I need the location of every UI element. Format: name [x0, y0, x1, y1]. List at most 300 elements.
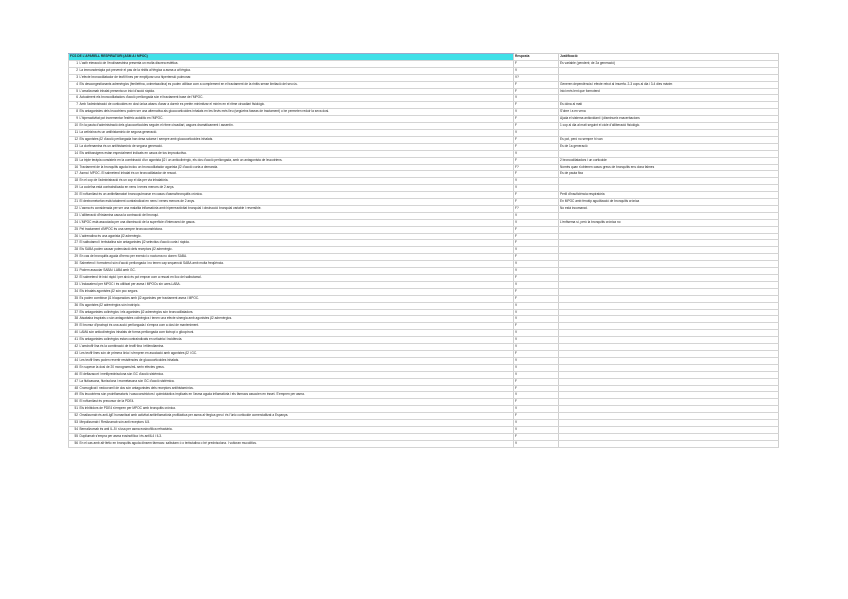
question-cell — [69, 116, 514, 123]
question-text: La clorfenamina és un antihistamínic de segona generació. — [79, 143, 163, 148]
question-cell — [69, 330, 514, 337]
question-text: Atsababa inspirats o són antagonistes colinèrgics i tenen una efecte sinergia amb agonistes β2 adrenèrgics. — [79, 316, 233, 321]
question-cell — [69, 413, 514, 420]
question-cell — [69, 185, 514, 192]
table-row — [69, 316, 779, 323]
header-row — [69, 54, 779, 61]
question-number: 14 — [74, 150, 78, 155]
question-text: Els inhalats agonistes β2 són poc segurs. — [79, 288, 139, 293]
question-cell — [69, 109, 514, 116]
table-row — [69, 67, 779, 74]
question-number: 51 — [74, 406, 78, 411]
question-number: 28 — [74, 247, 78, 252]
table-row — [69, 143, 779, 150]
table-row — [69, 295, 779, 302]
question-cell — [69, 247, 514, 254]
question-number: 18 — [74, 178, 78, 183]
table-row — [69, 88, 779, 95]
justification-cell — [559, 350, 779, 357]
table-row — [69, 268, 779, 275]
table-row — [69, 60, 779, 67]
answer-cell: F — [514, 116, 559, 123]
question-cell — [69, 143, 514, 150]
question-number: 46 — [74, 371, 78, 376]
justification-cell: És variable (pendent; de 2a generació) — [559, 60, 779, 67]
question-text: Benralizumab és anti IL-5 i s'usa per asma eosinofílica refractària. — [79, 426, 173, 431]
table-row — [69, 185, 779, 192]
justification-cell: Ajuda el sistema antioxidant i (disminueix exacerbacions — [559, 116, 779, 123]
question-cell — [69, 171, 514, 178]
table-row — [69, 123, 779, 130]
answer-cell: F — [514, 254, 559, 261]
table-row — [69, 95, 779, 102]
answer-cell: F — [514, 81, 559, 88]
question-number: 44 — [74, 357, 78, 362]
question-number: 20 — [74, 192, 78, 197]
question-cell — [69, 164, 514, 171]
answer-cell: F — [514, 233, 559, 240]
answer-cell: F — [514, 399, 559, 406]
table-row — [69, 413, 779, 420]
justification-cell: En MPOC amb fenotip agudització de bronquitis crònica — [559, 199, 779, 206]
question-cell — [69, 337, 514, 344]
question-number: 42 — [74, 344, 78, 349]
justification-cell: Es de 1a generació — [559, 143, 779, 150]
table-row — [69, 440, 779, 447]
table-row — [69, 254, 779, 261]
table-row — [69, 281, 779, 288]
question-number: 36 — [74, 302, 78, 307]
question-cell — [69, 344, 514, 351]
answer-cell: V — [514, 302, 559, 309]
question-number: 15 — [74, 157, 78, 162]
answer-cell: V — [514, 426, 559, 433]
answer-cell: F — [514, 136, 559, 143]
table-row — [69, 178, 779, 185]
table-row — [69, 385, 779, 392]
question-number: 47 — [74, 378, 78, 383]
question-cell — [69, 67, 514, 74]
table-row — [69, 240, 779, 247]
answer-cell: V — [514, 281, 559, 288]
answer-cell: F — [514, 275, 559, 282]
justification-cell — [559, 330, 779, 337]
question-text: Els SABA poden causar potenciació dels receptors β2 adrenèrgic. — [79, 247, 173, 252]
question-cell — [69, 157, 514, 164]
question-number: 30 — [74, 261, 78, 266]
question-number: 7 — [76, 102, 78, 107]
question-text: Amb l'administració de corticoides en dosi única abans d'anar a dormir es pretén minimitzar el mínim en el ritme circadiari fisiològic. — [79, 102, 265, 107]
table-row — [69, 337, 779, 344]
justification-cell — [559, 316, 779, 323]
question-cell — [69, 378, 514, 385]
justification-cell — [559, 399, 779, 406]
question-cell — [69, 281, 514, 288]
answer-cell: F — [514, 171, 559, 178]
question-text: Cromoglicat i nedocromil de dos són antagonistes dels receptors antihistamínics. — [79, 385, 194, 390]
question-cell — [69, 392, 514, 399]
question-cell — [69, 357, 514, 364]
justification-cell — [559, 323, 779, 330]
justification-cell — [559, 420, 779, 427]
question-cell — [69, 199, 514, 206]
question-text: Els antitussígens estan especialment indicats en casos de tos improductiva. — [79, 150, 187, 155]
table-row — [69, 378, 779, 385]
question-number: 50 — [74, 399, 78, 404]
question-text: Es poden combinar β1 bloqueadors amb β2 agonistes per tractament asma i MPOC. — [79, 295, 200, 300]
question-text: En superar la dosi de 20 mcrograms/mL serin efectes greus. — [79, 364, 165, 369]
question-cell — [69, 316, 514, 323]
table-row — [69, 226, 779, 233]
justification-cell — [559, 288, 779, 295]
answer-cell: F — [514, 123, 559, 130]
answer-cell: V — [514, 109, 559, 116]
question-number: 33 — [74, 281, 78, 286]
question-cell — [69, 95, 514, 102]
table-row — [69, 309, 779, 316]
question-text: L'adrenalina és una agonista β2 adrenèrgic. — [79, 233, 142, 238]
question-text: En cas de bronquitis aguda d'hemo per exercici o nocturna no donen SABA. — [79, 254, 187, 259]
question-cell — [69, 364, 514, 371]
justification-cell — [559, 302, 779, 309]
justification-cell: Inici més lent que formoterol — [559, 88, 779, 95]
table-row — [69, 247, 779, 254]
question-number: 37 — [74, 309, 78, 314]
question-number: 10 — [74, 123, 78, 128]
answer-cell: F — [514, 192, 559, 199]
question-number: 24 — [74, 219, 78, 224]
answer-cell: F — [514, 295, 559, 302]
answer-cell: V — [514, 268, 559, 275]
table-row — [69, 116, 779, 123]
justification-cell — [559, 275, 779, 282]
justification-cell — [559, 385, 779, 392]
answer-cell: V — [514, 316, 559, 323]
table-row — [69, 219, 779, 226]
answer-cell: F — [514, 157, 559, 164]
justification-cell — [559, 95, 779, 102]
justification-cell — [559, 268, 779, 275]
question-text: La immunoteràpia pot prevenir el pas de la rinitis al·lèrgica a asma a al·lèrgica. — [79, 67, 191, 72]
answer-cell: V — [514, 392, 559, 399]
answer-cell: F — [514, 385, 559, 392]
table-row — [69, 350, 779, 357]
justification-cell — [559, 178, 779, 185]
justification-cell — [559, 74, 779, 81]
question-cell — [69, 150, 514, 157]
question-text: LAMA són anticolinèrgics inhalats de forma perllongada com tiotropi o glicopironi. — [79, 330, 195, 335]
question-cell — [69, 102, 514, 109]
question-cell — [69, 426, 514, 433]
answer-cell: V — [514, 185, 559, 192]
answer-cell: F — [514, 350, 559, 357]
table-row — [69, 233, 779, 240]
question-text: El salmeterol té inici ràpid i per això és pot emprar com a rescat en lloc del salbutamol. — [79, 275, 202, 279]
justification-cell — [559, 413, 779, 420]
answer-cell: F — [514, 226, 559, 233]
question-text: Els descongestionants adrenèrgics (fenilefrina, oximetazolina) es poden utilitzar com a complement en el tractament de la rinitis sense limitació del seu ús. — [79, 81, 298, 86]
question-cell — [69, 371, 514, 378]
question-cell — [69, 129, 514, 136]
question-number: 11 — [74, 129, 78, 134]
question-cell — [69, 268, 514, 275]
question-cell — [69, 309, 514, 316]
answer-cell: V — [514, 95, 559, 102]
question-cell — [69, 302, 514, 309]
question-number: 49 — [74, 392, 78, 397]
question-cell — [69, 60, 514, 67]
answer-cell: F — [514, 102, 559, 109]
question-text: La triple teràpia consisteix en la combinació d'un agonista β2 i un anticolinèrgic, els dos d'acció perllongada, amb un antagonista de leucotriens. — [79, 157, 283, 162]
justification-cell — [559, 185, 779, 192]
question-text: La codeïna està contraindicada en nens i nenes menors de 2 anys. — [79, 185, 175, 190]
question-number: 34 — [74, 288, 78, 293]
question-cell — [69, 192, 514, 199]
justification-cell: No està incomanat. — [559, 205, 779, 212]
table-row — [69, 288, 779, 295]
justification-cell: 1 cop al dia al matí seguint el cicle d'alliberació fisiològic. — [559, 123, 779, 130]
justification-cell: Generen dependència i efecte rebot al imuerfa. 2-3 cops al dia i 3-4 dies màxim — [559, 81, 779, 88]
question-number: 22 — [74, 205, 78, 210]
question-text: Els antagonistes colinèrgics i els agonistes β2 adrenèrgics són broncodilatadors. — [79, 309, 194, 314]
justification-cell — [559, 392, 779, 399]
answer-cell: F — [514, 378, 559, 385]
answer-cell: V — [514, 406, 559, 413]
answer-cell: V — [514, 330, 559, 337]
question-text: Els leucotriens són proinflamatoris i vasoconstrictors i quimiotàctics implicats en l'asma aguda inflamatòria i els fàrmacs associen en ésset. S'empren per asma. — [79, 392, 305, 397]
justification-cell: Es de pauta fixa — [559, 171, 779, 178]
answer-cell: V — [514, 420, 559, 427]
question-text: En la pauta d'administració dels glucocorticoides seguim el ritme circadiari, asgues dramàticament i assentín. — [79, 123, 234, 128]
answer-cell: V — [514, 261, 559, 268]
justification-cell: Només quan s'obtenen casos greus de bronquitis ens dona falmes — [559, 164, 779, 171]
justification-cell — [559, 129, 779, 136]
question-text: La cetirizina és un antihistamínic de segona generació. — [79, 129, 158, 134]
question-text: L'asth eteracció de l'exolinaestrina presenta un molta discrea estètica. — [79, 60, 179, 65]
question-cell — [69, 233, 514, 240]
question-cell — [69, 81, 514, 88]
question-cell — [69, 212, 514, 219]
justification-cell — [559, 281, 779, 288]
answer-cell: F — [514, 413, 559, 420]
table-row — [69, 275, 779, 282]
table-row — [69, 192, 779, 199]
justification-cell: 2 broncodilatadors i un corticoide — [559, 157, 779, 164]
question-text: L'indacaterol per MPOC i és utilitzat per asma i MPOCs sin uzes-LABA. — [79, 281, 181, 286]
question-text: Les teofil·lines poden revertir resistències de glucocorticoides inhalats. — [79, 357, 180, 362]
justification-cell — [559, 371, 779, 378]
question-cell — [69, 433, 514, 440]
justification-cell — [559, 247, 779, 254]
question-text: Podem associar SABA i LABA amb GC. — [79, 268, 136, 273]
answer-cell: V — [514, 219, 559, 226]
justification-cell — [559, 433, 779, 440]
justification-cell — [559, 344, 779, 351]
question-text: El dextrometorfan està totalment contraindicat en nens i nenes menors de 2 anys. — [79, 199, 196, 204]
justification-cell: L'enfisema sí, però la bronquitis crònica no — [559, 219, 779, 226]
question-text: Dupilumab s'empra per asma eosinofílica i és antiIL4 i IL3. — [79, 433, 162, 438]
question-number: 3 — [76, 74, 78, 79]
table-row — [69, 157, 779, 164]
justification-cell — [559, 440, 779, 447]
question-number: 32 — [74, 275, 78, 279]
justification-cell — [559, 364, 779, 371]
question-number: 54 — [74, 426, 78, 431]
question-number: 56 — [74, 440, 78, 445]
question-number: 1 — [76, 60, 78, 65]
question-text: L'hiperactivitat pot incrementar l'esfèric autolític en l'MPOC. — [79, 116, 164, 121]
answer-cell: F — [514, 240, 559, 247]
table-row — [69, 205, 779, 212]
question-number: 48 — [74, 385, 78, 390]
justification-cell: Perill d'insuficiència respiratòria — [559, 192, 779, 199]
table-row — [69, 150, 779, 157]
answer-cell: F — [514, 288, 559, 295]
question-text: La fluticasona, flunisolona i mometasona són GC d'acció sistèmica. — [79, 378, 175, 383]
justification-cell: Es dóna al matí — [559, 102, 779, 109]
question-number: 40 — [74, 330, 78, 335]
table-row — [69, 399, 779, 406]
question-cell — [69, 295, 514, 302]
question-text: Salmeterol i formoterol són d'acció perllongada i no tenen cap sequenció SABA amb molta freqüència. — [79, 261, 224, 266]
question-cell — [69, 88, 514, 95]
question-text: Actualment els broncodilatadors d'acció perllongada són el tractament base de l'MPOC. — [79, 95, 204, 100]
question-number: 8 — [76, 109, 78, 114]
spreadsheet-page — [68, 53, 778, 448]
table-row — [69, 330, 779, 337]
question-number: 21 — [74, 199, 78, 204]
header-justification: Justificació — [559, 54, 779, 61]
table-row — [69, 136, 779, 143]
answer-cell: V — [514, 67, 559, 74]
answer-cell: V — [514, 440, 559, 447]
table-row — [69, 102, 779, 109]
question-number: 25 — [74, 226, 78, 231]
table-row — [69, 302, 779, 309]
justification-cell — [559, 240, 779, 247]
question-number: 23 — [74, 212, 78, 217]
table-row — [69, 357, 779, 364]
justification-cell — [559, 406, 779, 413]
question-text: L'omalizumab inhalat presenta un inici d'acció ràpida. — [79, 88, 155, 93]
table-row — [69, 171, 779, 178]
question-number: 17 — [74, 171, 78, 176]
question-text: L'efecte broncodilatador de teofil·lines per empitjorar una hipertensió pulmonar. — [79, 74, 192, 79]
table-row — [69, 164, 779, 171]
question-cell — [69, 136, 514, 143]
table-row — [69, 323, 779, 330]
question-text: El bromur d'ipratropi és una acció perllongada i s'empra com a dosi de manteniment. — [79, 323, 200, 328]
answer-cell: F? — [514, 205, 559, 212]
answer-cell: F — [514, 60, 559, 67]
question-number: 29 — [74, 254, 78, 259]
answer-cell: V — [514, 178, 559, 185]
justification-cell: Es pot, però no sempre hi van — [559, 136, 779, 143]
answer-cell: V — [514, 357, 559, 364]
question-cell — [69, 288, 514, 295]
table-row — [69, 371, 779, 378]
question-number: 43 — [74, 350, 78, 355]
answer-cell: V — [514, 129, 559, 136]
answer-cell: V — [514, 344, 559, 351]
question-cell — [69, 420, 514, 427]
answer-cell: F? — [514, 164, 559, 171]
question-cell — [69, 205, 514, 212]
question-text: Els antagonistes colinèrgics estan contraindicats en urticària i incidència. — [79, 337, 183, 342]
answer-cell: F — [514, 323, 559, 330]
question-number: 12 — [74, 136, 78, 141]
question-number: 53 — [74, 420, 78, 425]
question-cell — [69, 399, 514, 406]
answer-cell: V — [514, 364, 559, 371]
question-text: L'amdrofil·lina és la combinació de teofil·lina i etilendiamina. — [79, 344, 165, 349]
table-row — [69, 199, 779, 206]
justification-cell — [559, 426, 779, 433]
table-row — [69, 392, 779, 399]
answer-cell: V? — [514, 74, 559, 81]
question-cell — [69, 240, 514, 247]
question-text: L'alliberació d'histamina causa la contracció del bronqui. — [79, 212, 159, 217]
question-number: 5 — [76, 88, 78, 93]
question-text: Omalizumab és anti-IgE humanitzat amb activitat antiinflamatòria profilàctica per asma al·lèrgica greu i és l'únic corticoide comercialitzat a Espanya. — [79, 413, 289, 418]
question-text: Les teofil·lines són de primera línia i s'empren en asociació amb agonistes β2 i GC. — [79, 350, 198, 355]
table-row — [69, 433, 779, 440]
question-text: Mepolizumab i Reslizumab són anti receptors IL5. — [79, 420, 151, 425]
table-row — [69, 81, 779, 88]
justification-cell — [559, 357, 779, 364]
question-number: 2 — [76, 67, 78, 72]
question-number: 45 — [74, 364, 78, 369]
answer-cell: V — [514, 247, 559, 254]
table-row — [69, 74, 779, 81]
question-cell — [69, 254, 514, 261]
question-text: Tractament de la bronquitis aguda inclou un broncodilatador agonista β2 d'acció curta a demanda. — [79, 164, 219, 169]
question-number: 52 — [74, 413, 78, 418]
answer-cell: V — [514, 309, 559, 316]
question-cell — [69, 385, 514, 392]
question-text: El salbutamol i terbutalina són antagonistes β2 selectius d'acció curta i ràpida. — [79, 240, 190, 245]
question-cell — [69, 219, 514, 226]
question-text: L'MPOC està associada per una disminució de la superfície d'intercanvi de gasos. — [79, 219, 196, 224]
justification-cell — [559, 212, 779, 219]
justification-cell — [559, 309, 779, 316]
question-text: Els inhibidors de PDE4 s'empren per MPOC amb bronquitis crònica. — [79, 406, 176, 411]
question-text: En el cas amb alt·lèrtic en bronquitis aguda dinsem fàrmacs: salbutam ò o terbutalina o bé prednisolona. I vuitoran mucolítics. — [79, 440, 257, 445]
question-number: 55 — [74, 433, 78, 438]
table-row — [69, 426, 779, 433]
answer-cell: V — [514, 212, 559, 219]
question-cell — [69, 440, 514, 447]
answer-cell: V — [514, 337, 559, 344]
table-row — [69, 109, 779, 116]
table-row — [69, 129, 779, 136]
answer-cell: V — [514, 371, 559, 378]
question-number: 26 — [74, 233, 78, 238]
question-text: En el cop de l'administració és un cop el dia per via inhalatòria. — [79, 178, 169, 183]
question-text: L'asma és considerada per ser una malaltia inflamatòria amb hiperreactivitat bronquial i obstrucció bronquial variable i reversible. — [79, 205, 262, 210]
justification-cell — [559, 295, 779, 302]
answer-cell: V — [514, 150, 559, 157]
table-row — [69, 364, 779, 371]
header-question: FCS DE L'APARELL RESPIRATORI (ASM A I MPOC) — [69, 54, 514, 61]
justification-cell — [559, 67, 779, 74]
quiz-table — [68, 53, 779, 448]
justification-cell — [559, 226, 779, 233]
justification-cell — [559, 337, 779, 344]
question-text: Pel tractament d'MPOC és una sempre broncoconstrictora. — [79, 226, 163, 231]
table-row — [69, 261, 779, 268]
table-row — [69, 420, 779, 427]
